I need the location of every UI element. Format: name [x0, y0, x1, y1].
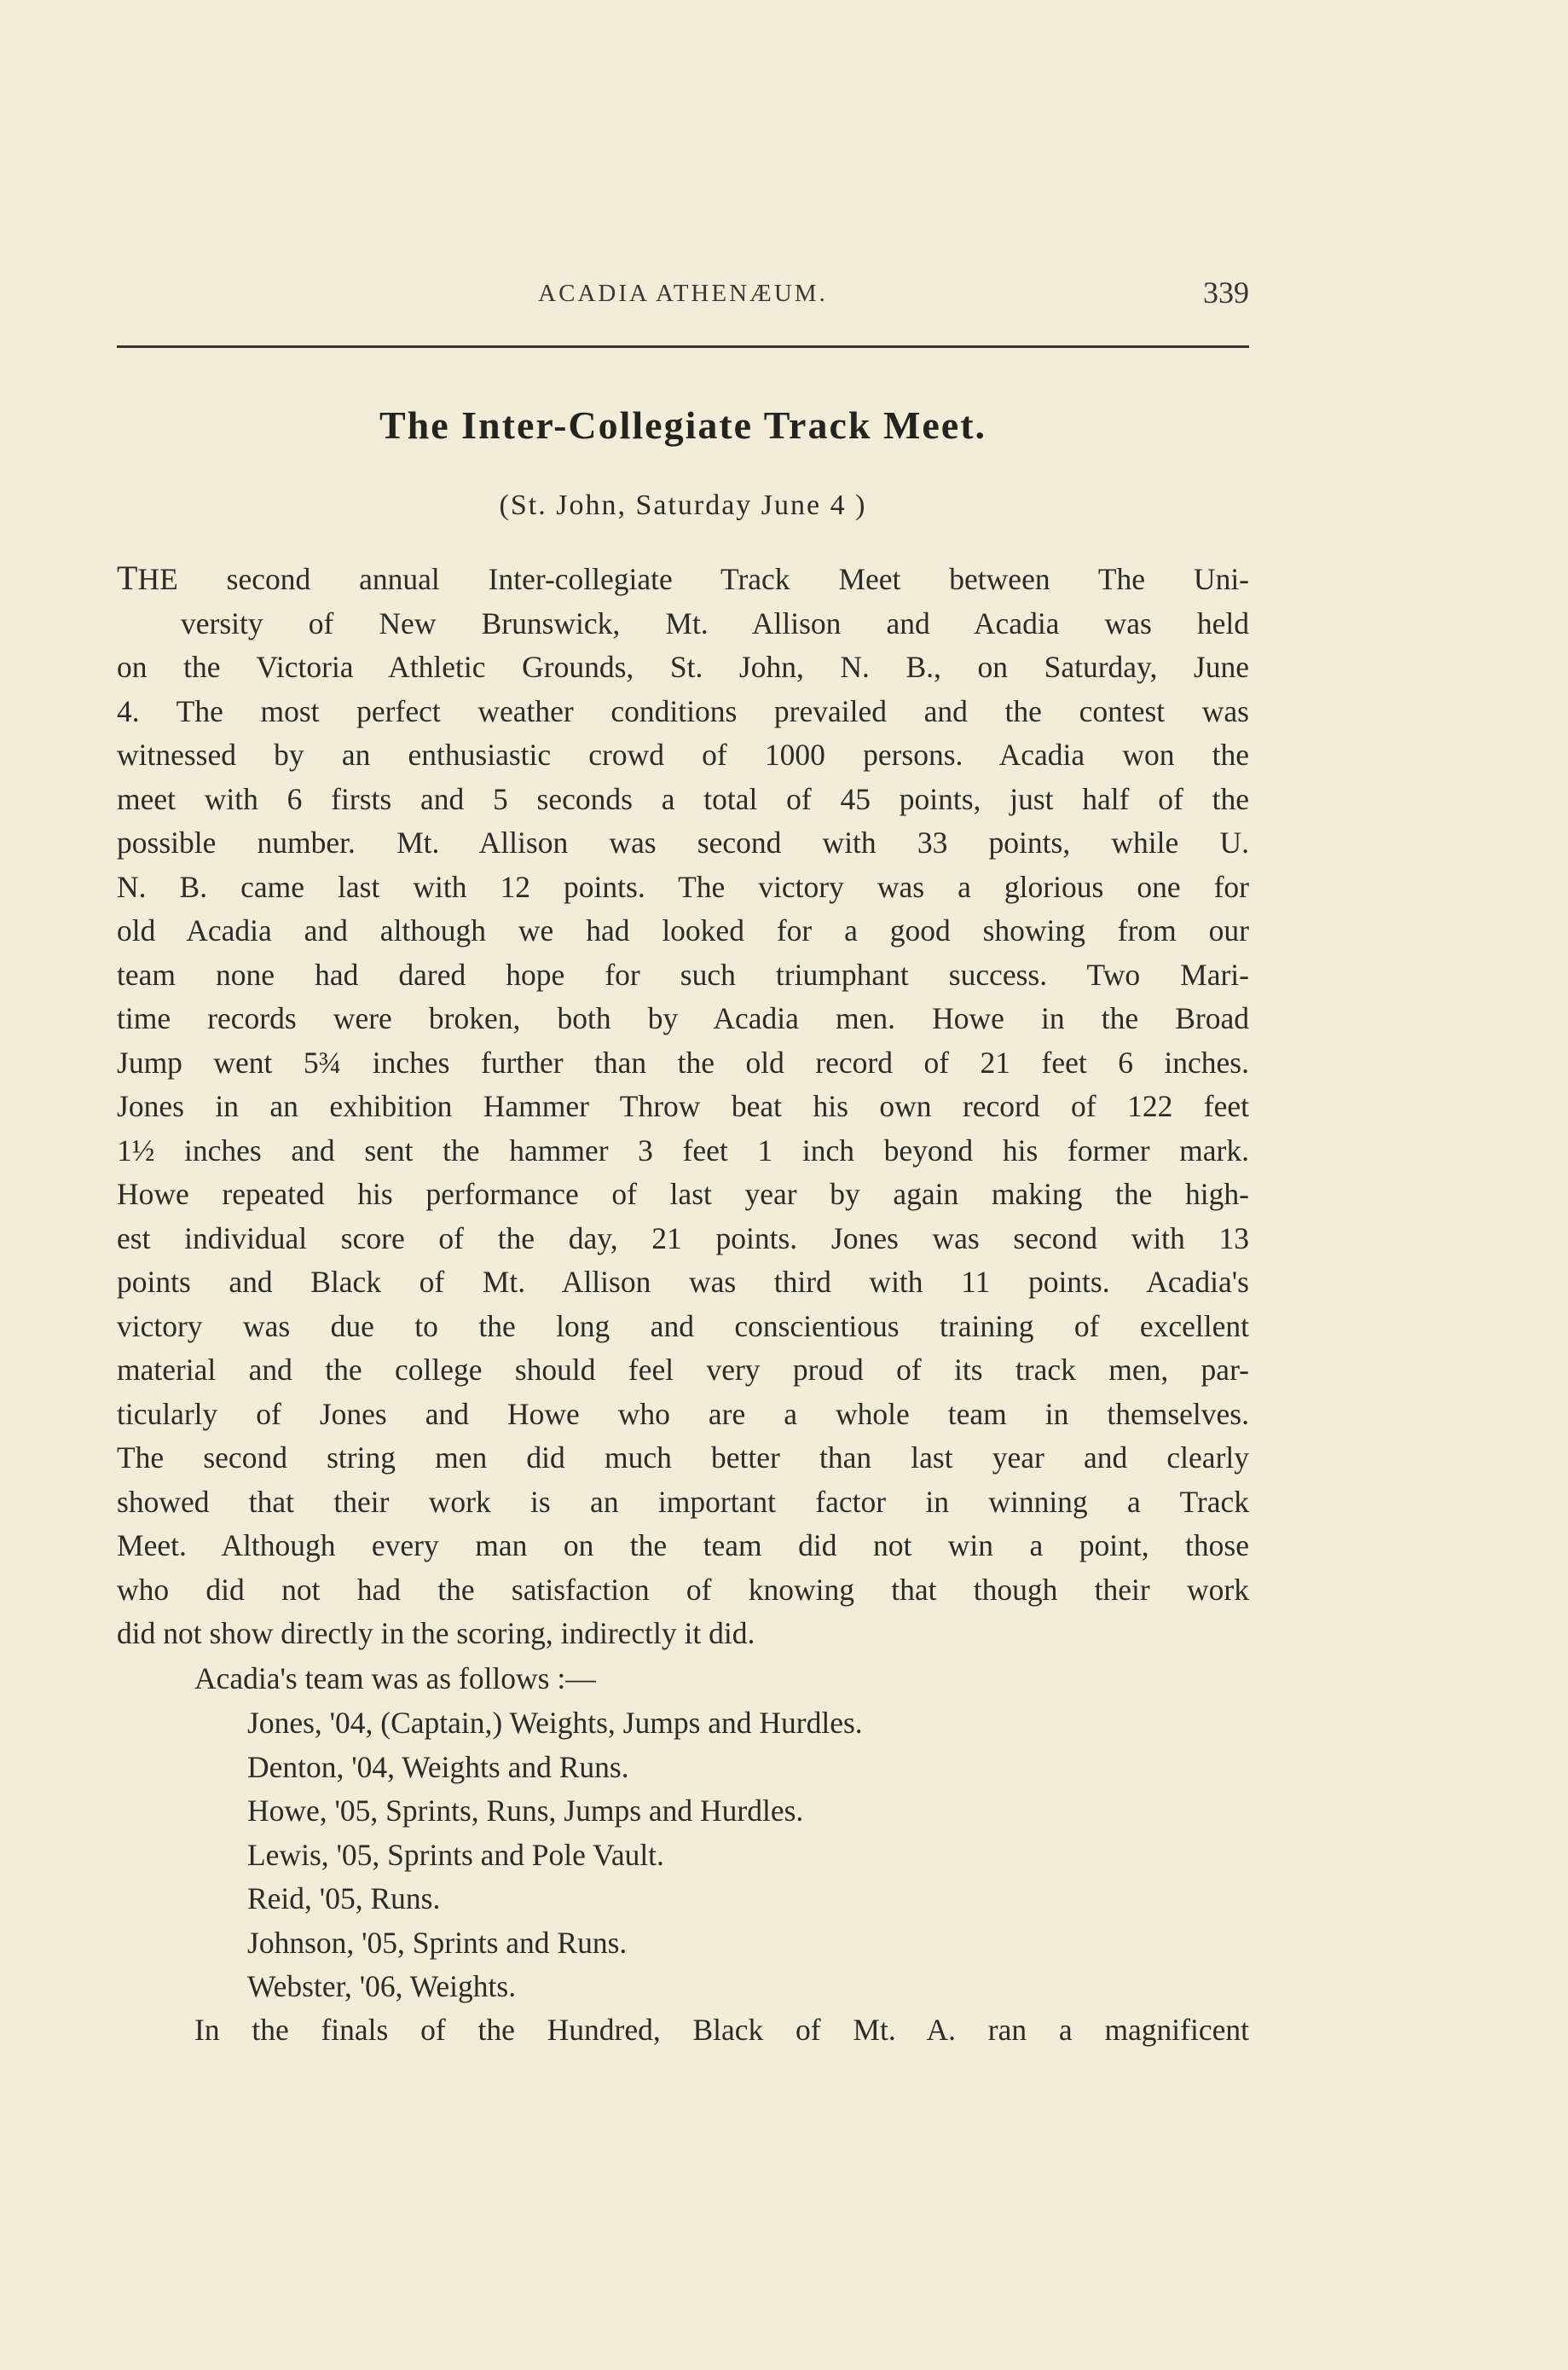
body-line: did not show directly in the scoring, indirectly it did.	[117, 1616, 755, 1650]
body-line: old Acadia and although we had looked for a good showing from our	[117, 913, 1249, 947]
team-intro: Acadia's team was as follows :—	[194, 1661, 596, 1695]
team-member: Jones, '04, (Captain,) Weights, Jumps and Hurdles.	[247, 1706, 863, 1740]
team-list	[247, 1701, 863, 2009]
body-line: time records were broken, both by Acadia men. Howe in the Broad	[117, 1001, 1249, 1035]
body-line: ticularly of Jones and Howe who are a whole team in themselves.	[117, 1396, 1249, 1431]
page-number: 339	[1203, 275, 1249, 310]
body-line: 1½ inches and sent the hammer 3 feet 1 inch beyond his former mark.	[117, 1133, 1249, 1168]
body-line: showed that their work is an important factor in winning a Track	[117, 1484, 1249, 1519]
body-line: material and the college should feel very proud of its track men, par-	[117, 1353, 1249, 1387]
body-line: THE second annual Inter-collegiate Track Meet between The Uni-	[117, 559, 1249, 597]
body-line: witnessed by an enthusiastic crowd of 1000 persons. Acadia won the	[117, 738, 1249, 772]
drop-cap: T	[117, 559, 138, 597]
body-line: team none had dared hope for such triumphant success. Two Mari-	[117, 957, 1249, 992]
article-title: The Inter-Collegiate Track Meet.	[379, 403, 987, 447]
body-line: victory was due to the long and conscientious training of excellent	[117, 1308, 1249, 1343]
body-line: possible number. Mt. Allison was second with 33 points, while U.	[117, 826, 1249, 860]
team-member: Denton, '04, Weights and Runs.	[247, 1749, 629, 1784]
body-line: on the Victoria Athletic Grounds, St. John, N. B., on Saturday, June	[117, 650, 1249, 684]
body-line: est individual score of the day, 21 points. Jones was second with 13	[117, 1220, 1249, 1255]
body-line: meet with 6 firsts and 5 seconds a total of 45 points, just half of the	[117, 781, 1249, 816]
team-member: Lewis, '05, Sprints and Pole Vault.	[247, 1837, 664, 1872]
team-member: Johnson, '05, Sprints and Runs.	[247, 1925, 628, 1960]
body-line: points and Black of Mt. Allison was third with 11 points. Acadia's	[117, 1265, 1249, 1299]
team-member: Reid, '05, Runs.	[247, 1881, 441, 1915]
article-body	[117, 556, 1249, 1656]
body-line: The second string men did much better than last year and clearly	[117, 1440, 1249, 1475]
running-title: ACADIA ATHENÆUM.	[538, 280, 828, 307]
header-rule	[117, 345, 1249, 348]
team-member: Webster, '06, Weights.	[247, 1969, 517, 2003]
body-line: N. B. came last with 12 points. The victory was a glorious one for	[117, 869, 1249, 904]
body-line: Jump went 5¾ inches further than the old record of 21 feet 6 inches.	[117, 1045, 1249, 1080]
article-dateline: (St. John, Saturday June 4 )	[499, 490, 867, 521]
body-line: 4. The most perfect weather conditions prevailed and the contest was	[117, 693, 1249, 728]
body-line: who did not had the satisfaction of knowing that though their work	[117, 1572, 1249, 1607]
team-member: Howe, '05, Sprints, Runs, Jumps and Hurdles.	[247, 1793, 804, 1828]
body-line: Jones in an exhibition Hammer Throw beat his own record of 122 feet	[117, 1089, 1249, 1123]
page-header	[117, 275, 1249, 317]
body-line: versity of New Brunswick, Mt. Allison and Acadia was held	[181, 606, 1249, 640]
closing-line: In the finals of the Hundred, Black of Mt. A. ran a magnificent	[194, 2013, 1249, 2047]
body-line: Meet. Although every man on the team did not win a point, those	[117, 1528, 1249, 1562]
body-line: Howe repeated his performance of last year by again making the high-	[117, 1177, 1249, 1211]
